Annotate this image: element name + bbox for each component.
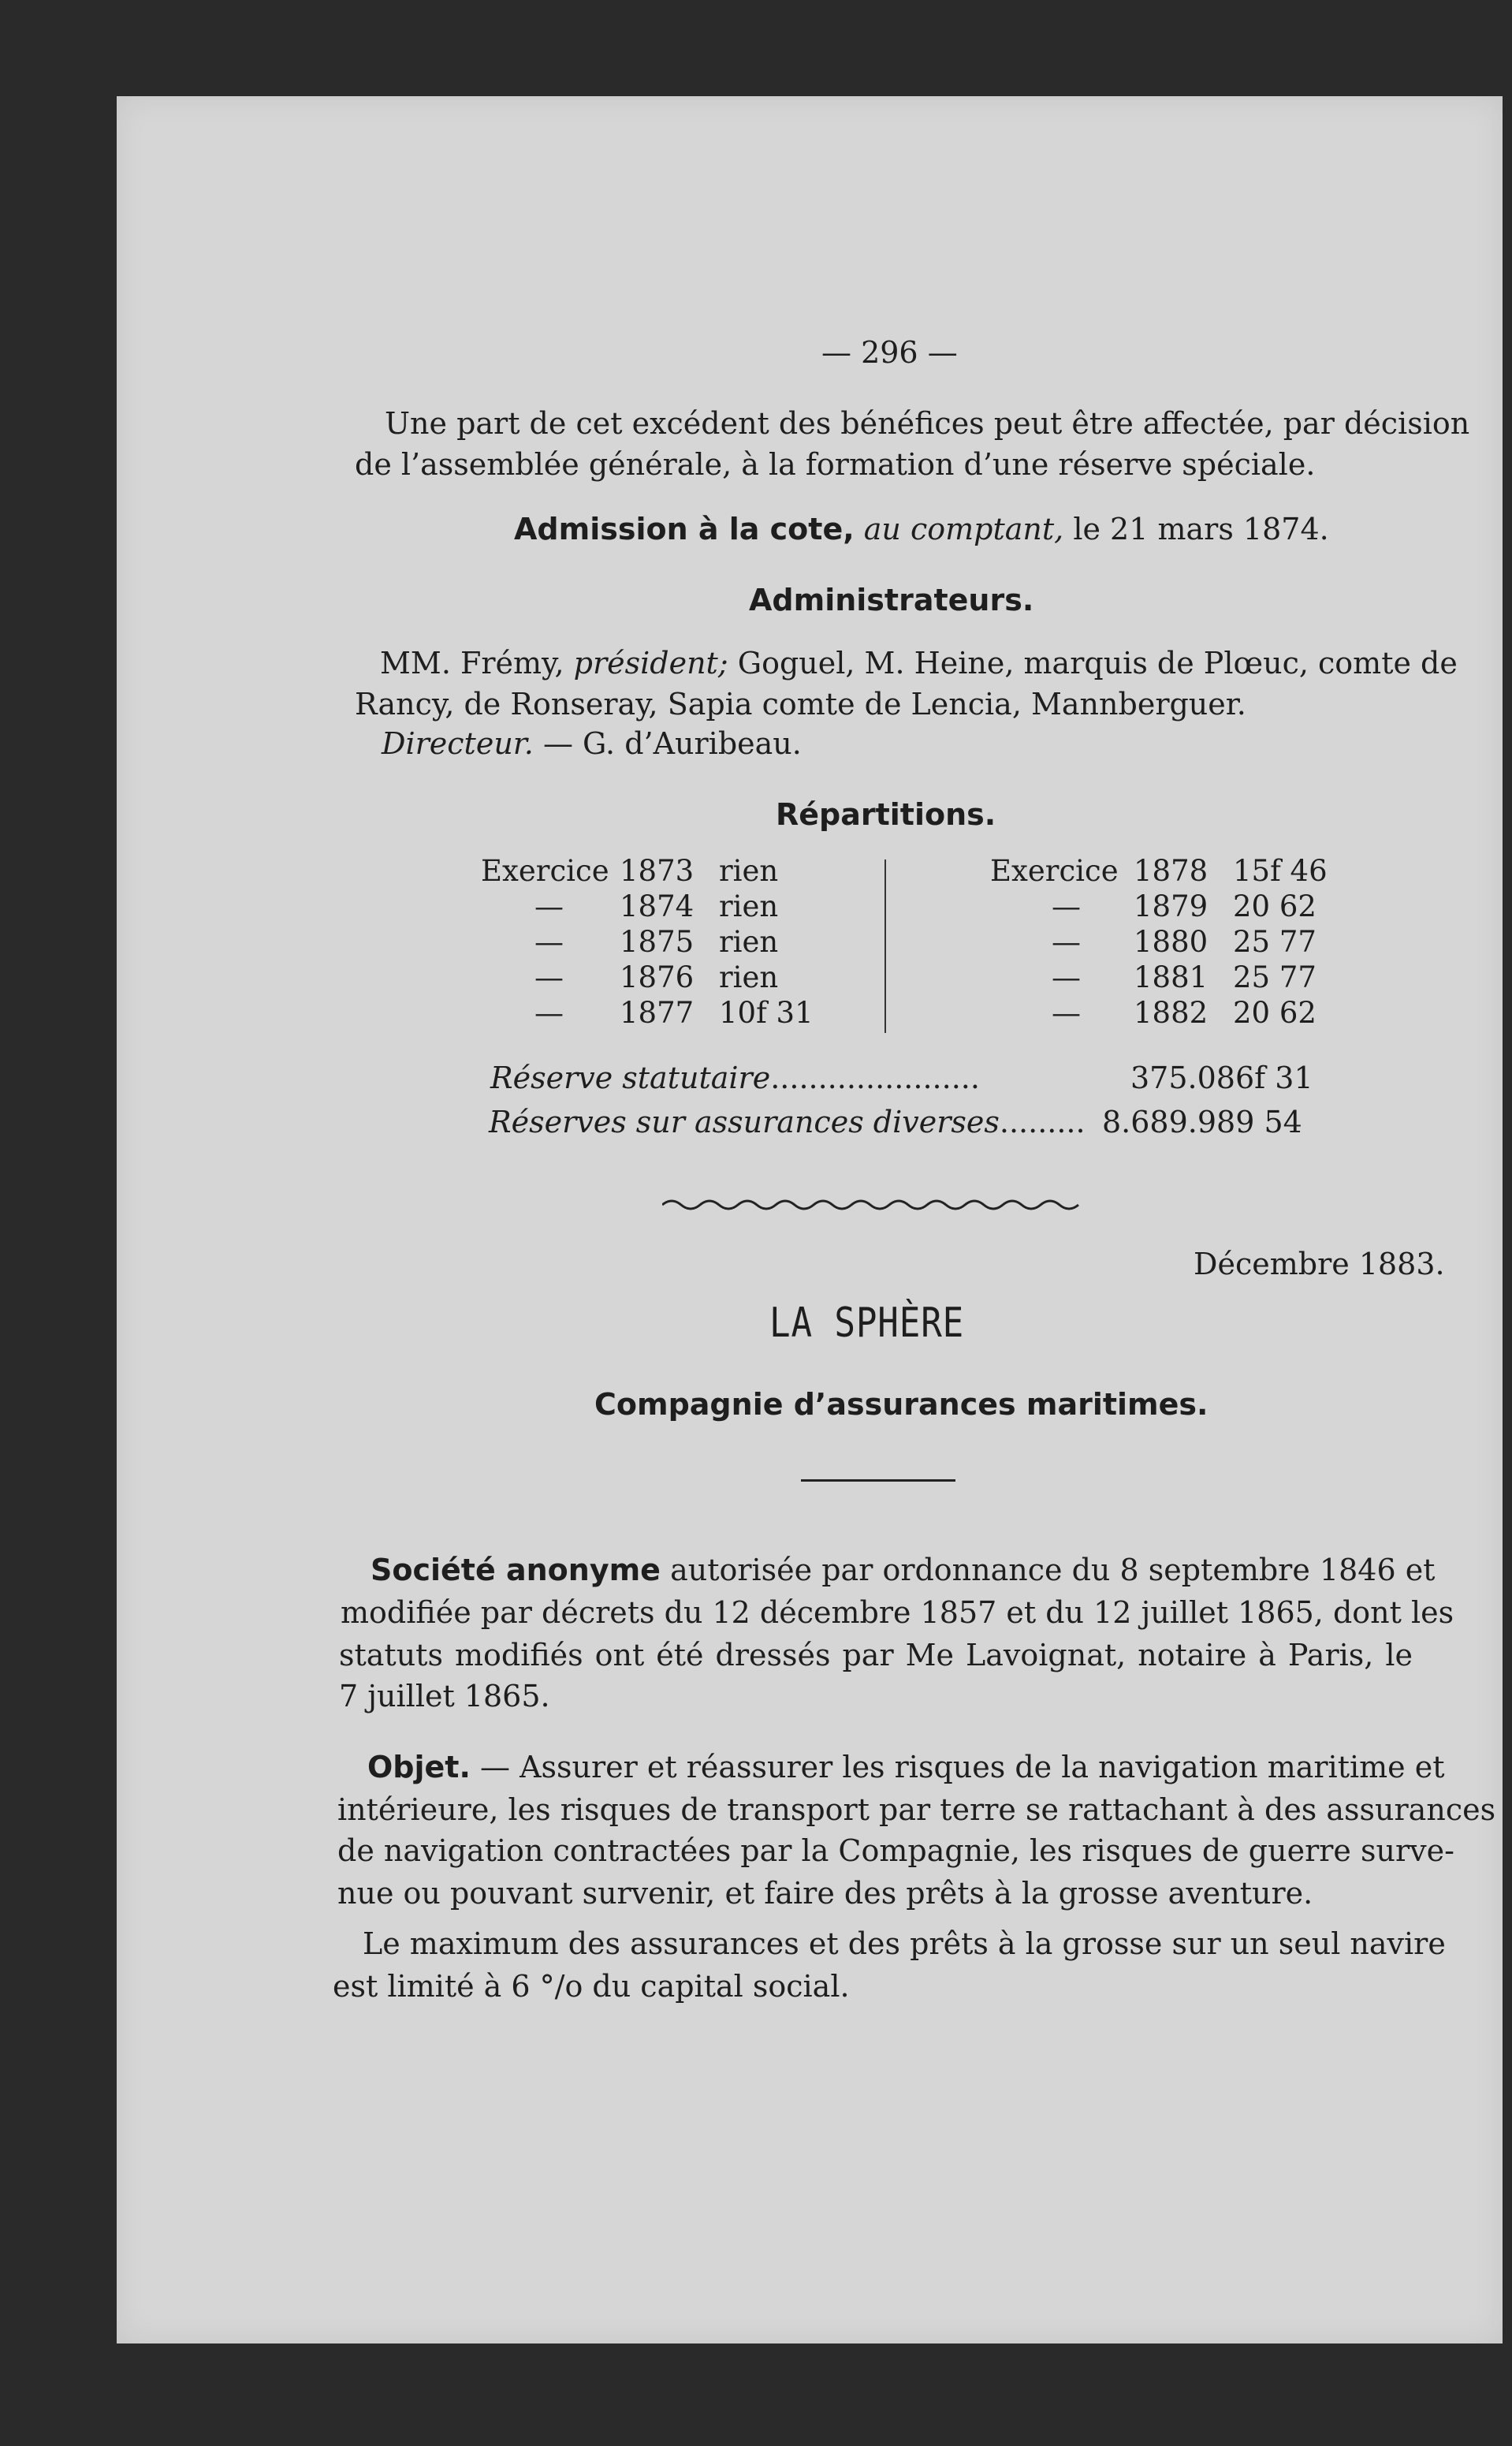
admission-label: Admission à la cote, <box>514 512 855 546</box>
objet-line-6: est limité à 6 °/o du capital social. <box>333 1969 850 2004</box>
repartitions-left-year: 1875 <box>620 925 695 959</box>
repartitions-right-year: 1881 <box>1134 960 1208 994</box>
repartitions-right-value: 15f 46 <box>1233 854 1328 888</box>
page-number: — 296 — <box>821 335 958 370</box>
company-title: LA SPHÈRE <box>769 1299 965 1347</box>
reserve-statutaire-value: 375.086f 31 <box>1130 1061 1313 1095</box>
repartitions-left-label: Exercice <box>481 854 609 888</box>
repartitions-right-label: — <box>1052 960 1081 994</box>
societe-line-1 <box>371 1553 1436 1587</box>
administrateurs-line-1 <box>380 646 1458 680</box>
repartitions-left-year: 1877 <box>620 996 695 1030</box>
administrateurs-heading: Administrateurs. <box>749 583 1034 617</box>
wave-separator <box>662 1195 1088 1214</box>
repartitions-left-year: 1874 <box>620 889 695 923</box>
administrateurs-line-2: Rancy, de Ronseray, Sapia comte de Lencia, Mannberguer. <box>355 687 1246 721</box>
repartitions-left-label: — <box>534 960 564 994</box>
repartitions-left-value: rien <box>719 889 779 923</box>
societe-line-3: statuts modifiés ont été dressés par Me Lavoignat, notaire à Paris, le <box>339 1638 1413 1672</box>
objet-line-2: intérieure, les risques de transport par terre se rattachant à des assurances <box>337 1792 1496 1827</box>
reserve-statutaire-row <box>490 1063 980 1093</box>
repartitions-right-value: 20 62 <box>1233 996 1316 1030</box>
date-line: Décembre 1883. <box>1194 1247 1445 1281</box>
administrateurs-mm: MM. Frémy, <box>380 646 564 680</box>
societe-line-2: modifiée par décrets du 12 décembre 1857 et du 12 juillet 1865, dont les <box>341 1595 1454 1630</box>
administrateurs-role: président; <box>573 646 728 680</box>
reserves-assurances-leader: ......... <box>999 1105 1086 1139</box>
repartitions-right-label: — <box>1052 996 1081 1030</box>
societe-line-4: 7 juillet 1865. <box>339 1679 550 1713</box>
objet-line-1 <box>367 1750 1445 1784</box>
directeur-line <box>382 726 802 761</box>
company-subtitle: Compagnie d’assurances maritimes. <box>594 1387 1208 1422</box>
repartitions-left-value: 10f 31 <box>719 996 814 1030</box>
repartitions-right-value: 25 77 <box>1233 925 1316 959</box>
objet-line-3: de navigation contractées par la Compagnie, les risques de guerre surve- <box>337 1833 1454 1868</box>
repartitions-right-value: 20 62 <box>1233 889 1316 923</box>
repartitions-left-value: rien <box>719 854 779 888</box>
repartitions-divider <box>884 859 886 1033</box>
repartitions-right-label: — <box>1052 889 1081 923</box>
admission-mode: au comptant, <box>863 512 1064 546</box>
intro-line-2: de l’assemblée générale, à la formation d’une réserve spéciale. <box>355 447 1316 482</box>
repartitions-left-year: 1876 <box>620 960 695 994</box>
repartitions-right-label: — <box>1052 925 1081 959</box>
directeur-label: Directeur. <box>382 726 534 761</box>
repartitions-left-value: rien <box>719 960 779 994</box>
repartitions-left-label: — <box>534 996 564 1030</box>
repartitions-left-value: rien <box>719 925 779 959</box>
objet-text-1: — Assurer et réassurer les risques de la navigation maritime et <box>480 1750 1445 1784</box>
admission-line <box>514 514 1329 544</box>
reserves-assurances-value: 8.689.989 54 <box>1102 1105 1302 1139</box>
objet-line-4: nue ou pouvant survenir, et faire des prêts à la grosse aventure. <box>337 1876 1313 1911</box>
repartitions-left-label: — <box>534 889 564 923</box>
objet-line-5: Le maximum des assurances et des prêts à la grosse sur un seul navire <box>363 1926 1446 1961</box>
repartitions-left-year: 1873 <box>620 854 695 888</box>
administrateurs-names: Goguel, M. Heine, marquis de Plœuc, comte de <box>737 646 1458 680</box>
repartitions-heading: Répartitions. <box>776 797 996 832</box>
societe-text-1: autorisée par ordonnance du 8 septembre 1846 et <box>670 1553 1436 1587</box>
repartitions-right-year: 1880 <box>1134 925 1208 959</box>
repartitions-right-value: 25 77 <box>1233 960 1316 994</box>
reserve-statutaire-leader: ...................... <box>770 1061 980 1095</box>
directeur-name: — G. d’Auribeau. <box>542 726 802 761</box>
admission-date: le 21 mars 1874. <box>1073 512 1329 546</box>
repartitions-right-year: 1882 <box>1134 996 1208 1030</box>
intro-line-1: Une part de cet excédent des bénéfices peut être affectée, par décision <box>385 406 1470 441</box>
repartitions-right-label: Exercice <box>990 854 1119 888</box>
reserves-assurances-label: Réserves sur assurances diverses <box>489 1105 1000 1139</box>
repartitions-right-year: 1878 <box>1134 854 1208 888</box>
repartitions-left-label: — <box>534 925 564 959</box>
reserves-assurances-row <box>489 1107 1086 1137</box>
repartitions-right-year: 1879 <box>1134 889 1208 923</box>
societe-label: Société anonyme <box>371 1553 661 1587</box>
reserve-statutaire-label: Réserve statutaire <box>490 1061 771 1095</box>
section-rule <box>801 1479 955 1482</box>
objet-label: Objet. <box>367 1750 471 1784</box>
